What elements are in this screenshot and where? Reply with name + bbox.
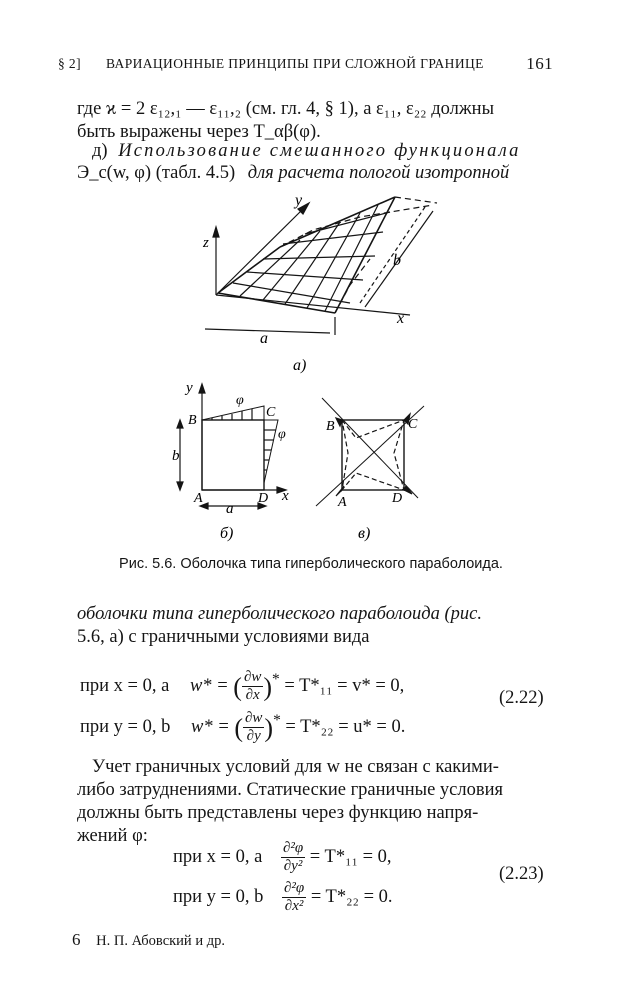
equation-rhs: = T*₂₂ = 0.	[310, 886, 393, 907]
equation-row: при y = 0, b w* = ( $\frac{\partial w}{\partial y}$ )* = T*₂₂ = u* = 0.	[80, 710, 406, 745]
corner-d-label: D	[392, 491, 403, 506]
equation-row	[173, 840, 392, 875]
italic-text: Использование смешанного функционала	[118, 141, 521, 161]
subfigure-c-label: в)	[358, 525, 371, 542]
subfigure-a-label: а)	[293, 357, 307, 374]
equation-lhs: w* =	[189, 676, 229, 697]
running-header	[58, 54, 553, 78]
x-axis-label: x	[282, 488, 289, 504]
figure-caption: Рис. 5.6. Оболочка типа гиперболического параболоида.	[119, 556, 503, 572]
text-line: 5.6, а) с граничными условиями вида	[77, 627, 370, 647]
corner-c-label: C	[266, 405, 276, 420]
derivative-fraction: $\frac{\text{∂²φ}}{\text{∂y²}}$	[282, 840, 304, 874]
signature-mark: 6	[72, 930, 81, 949]
equation-lhs: w* =	[190, 717, 230, 738]
text-line: быть выражены через T_αβ(φ).	[77, 122, 321, 142]
figure-b-plan	[170, 378, 310, 548]
figure-c-plan	[308, 378, 438, 548]
equation-number: (2.22)	[499, 688, 544, 708]
equation-row: при x = 0, a w* = ( $\frac{\partial w}{\partial x}$ )* = T*₁₁ = v* = 0,	[80, 669, 405, 704]
text-line: должны быть представлены через функцию напря-	[77, 803, 479, 823]
equation-row	[173, 880, 393, 915]
italic-text: для расчета пологой изотропной	[247, 163, 510, 183]
text-line: Учет граничных условий для w не связан с какими-	[92, 757, 499, 777]
equation-condition: при x = 0, a	[173, 846, 263, 867]
corner-c-label: C	[408, 417, 418, 432]
dim-a-label: a	[260, 330, 268, 347]
corner-d-label: D	[258, 491, 269, 506]
corner-b-label: B	[326, 419, 335, 434]
equation-rhs: = T*₂₂ = u* = 0.	[285, 717, 406, 738]
y-axis-label: y	[295, 192, 303, 209]
text-line: оболочки типа гиперболического параболоида (рис.	[77, 604, 483, 624]
text-line: где ϰ = 2 ε₁₂,₁ — ε₁₁,₂ (см. гл. 4, § 1), а ε₁₁, ε₂₂ должны	[77, 99, 494, 119]
equation-condition: при x = 0, a	[80, 676, 170, 697]
equation-condition: при y = 0, b	[173, 886, 264, 907]
item-lead: д)	[92, 141, 108, 161]
text-line	[77, 162, 509, 185]
figure-a-surface	[185, 185, 445, 375]
phi-top-label: φ	[236, 393, 244, 408]
section-mark: § 2]	[58, 56, 81, 71]
page-footer	[72, 930, 225, 950]
page-number: 161	[526, 54, 553, 73]
equation-number: (2.23)	[499, 864, 544, 884]
functional-text: Э_c(w, φ) (табл. 4.5)	[77, 163, 236, 183]
corner-a-label: A	[194, 491, 203, 506]
dim-b-label: b	[172, 448, 180, 464]
subfigure-b-label: б)	[220, 525, 234, 542]
equation-rhs: = T*₁₁ = 0,	[309, 846, 392, 867]
dim-b-label: b	[393, 252, 401, 269]
running-title: ВАРИАЦИОННЫЕ ПРИНЦИПЫ ПРИ СЛОЖНОЙ ГРАНИЦЕ	[106, 56, 484, 71]
text-line	[92, 140, 521, 163]
corner-a-label: A	[338, 495, 347, 510]
derivative-fraction: $\frac{\partial w}{\partial x}$	[243, 669, 262, 704]
equation-condition: при y = 0, b	[80, 717, 171, 738]
text-line: жений φ:	[77, 826, 148, 846]
z-axis-label: z	[203, 235, 209, 251]
corner-b-label: B	[188, 413, 197, 428]
equation-rhs: = T*₁₁ = v* = 0,	[284, 676, 405, 697]
dim-a-label: a	[226, 501, 234, 517]
x-axis-label: x	[397, 310, 405, 327]
derivative-fraction: $\frac{\text{∂²φ}}{\text{∂x²}}$	[283, 880, 305, 914]
phi-side-label: φ	[278, 427, 286, 442]
text-line: либо затруднениями. Статические граничные условия	[77, 780, 503, 800]
y-axis-label: y	[186, 380, 193, 396]
footer-text: Н. П. Абовский и др.	[96, 933, 225, 949]
derivative-fraction: $\frac{\partial w}{\partial y}$	[244, 710, 263, 745]
